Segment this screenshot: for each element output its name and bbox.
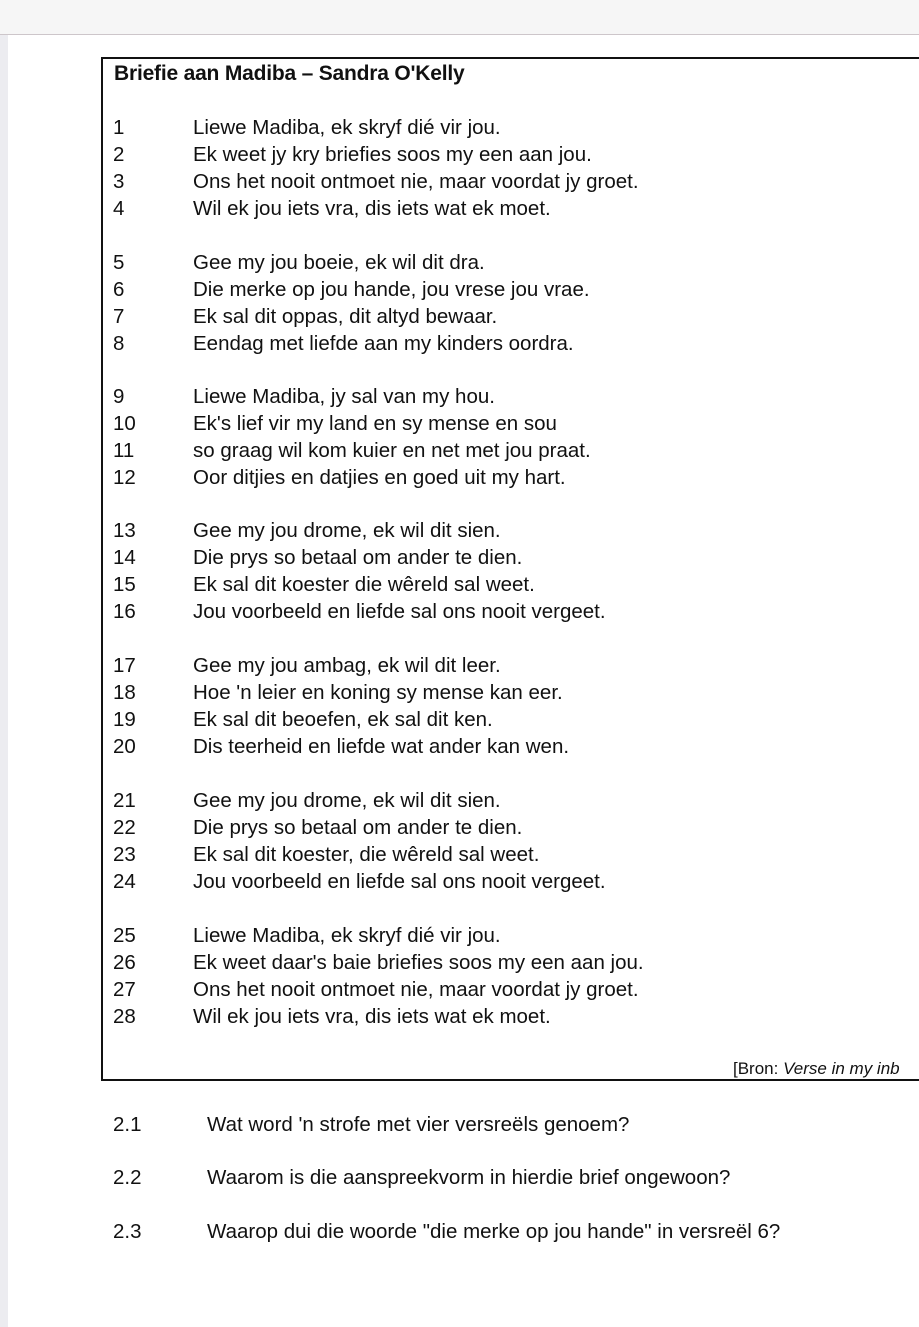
line-number: 27 (113, 977, 136, 1001)
line-number: 24 (113, 869, 136, 893)
poem-line (113, 652, 569, 679)
line-number: 20 (113, 734, 136, 758)
poem-line (113, 464, 591, 491)
poem-line (113, 114, 639, 141)
line-number: 7 (113, 304, 125, 328)
poem-line (113, 276, 590, 303)
question-2-2 (113, 1166, 730, 1190)
viewer-top-bar (0, 0, 919, 35)
stanza-6 (113, 787, 606, 895)
stanza-1 (113, 114, 639, 222)
line-text: Wil ek jou iets vra, dis iets wat ek moet. (193, 196, 551, 220)
line-text: Ek weet jy kry briefies soos my een aan jou. (193, 142, 592, 166)
line-text: Die merke op jou hande, jou vrese jou vrae. (193, 277, 590, 301)
line-text: Oor ditjies en datjies en goed uit my hart. (193, 465, 566, 489)
line-text: Gee my jou ambag, ek wil dit leer. (193, 653, 501, 677)
question-2-3 (113, 1220, 780, 1244)
stanza-2 (113, 249, 590, 357)
line-text: Ons het nooit ontmoet nie, maar voordat jy groet. (193, 169, 639, 193)
line-text: Liewe Madiba, ek skryf dié vir jou. (193, 923, 501, 947)
poem-line (113, 168, 639, 195)
line-text: Ek weet daar's baie briefies soos my een aan jou. (193, 950, 644, 974)
line-text: Ek sal dit koester, die wêreld sal weet. (193, 842, 540, 866)
line-number: 2 (113, 142, 125, 166)
line-number: 28 (113, 1004, 136, 1028)
line-text: Liewe Madiba, jy sal van my hou. (193, 384, 495, 408)
poem-line (113, 410, 591, 437)
line-number: 6 (113, 277, 125, 301)
poem-line (113, 679, 569, 706)
poem-line (113, 814, 606, 841)
poem-line (113, 706, 569, 733)
line-number: 22 (113, 815, 136, 839)
line-text: Ek's lief vir my land en sy mense en sou (193, 411, 557, 435)
line-number: 26 (113, 950, 136, 974)
source-prefix: [Bron: (733, 1059, 784, 1078)
line-text: Ons het nooit ontmoet nie, maar voordat jy groet. (193, 977, 639, 1001)
poem-line (113, 249, 590, 276)
line-number: 25 (113, 923, 136, 947)
line-number: 4 (113, 196, 125, 220)
line-number: 13 (113, 518, 136, 542)
poem-line (113, 330, 590, 357)
line-number: 1 (113, 115, 125, 139)
poem-title: Briefie aan Madiba – Sandra O'Kelly (114, 62, 465, 85)
line-text: Die prys so betaal om ander te dien. (193, 545, 523, 569)
question-number: 2.2 (113, 1166, 142, 1189)
line-text: Gee my jou boeie, ek wil dit dra. (193, 250, 485, 274)
source-citation (733, 1059, 900, 1079)
poem-line (113, 303, 590, 330)
line-number: 8 (113, 331, 125, 355)
poem-line (113, 437, 591, 464)
poem-line (113, 1003, 644, 1030)
poem-line (113, 598, 606, 625)
poem-line (113, 195, 639, 222)
line-number: 12 (113, 465, 136, 489)
line-number: 16 (113, 599, 136, 623)
poem-line (113, 383, 591, 410)
line-number: 17 (113, 653, 136, 677)
question-2-1 (113, 1113, 629, 1137)
poem-line (113, 733, 569, 760)
source-title: Verse in my inb (783, 1059, 900, 1078)
stanza-5 (113, 652, 569, 760)
question-text: Waarom is die aanspreekvorm in hierdie brief ongewoon? (207, 1166, 731, 1189)
poem-line (113, 517, 606, 544)
poem-line (113, 141, 639, 168)
line-number: 3 (113, 169, 125, 193)
line-number: 9 (113, 384, 125, 408)
stanza-4 (113, 517, 606, 625)
question-text: Wat word 'n strofe met vier versreëls genoem? (207, 1113, 630, 1136)
line-number: 10 (113, 411, 136, 435)
viewer-left-gutter (0, 35, 8, 1327)
stanza-3 (113, 383, 591, 491)
line-number: 21 (113, 788, 136, 812)
poem-line (113, 841, 606, 868)
poem-line (113, 787, 606, 814)
line-number: 23 (113, 842, 136, 866)
stanza-7 (113, 922, 644, 1030)
poem-line (113, 868, 606, 895)
question-text: Waarop dui die woorde "die merke op jou hande" in versreël 6? (207, 1220, 781, 1243)
line-text: so graag wil kom kuier en net met jou praat. (193, 438, 591, 462)
question-number: 2.3 (113, 1220, 142, 1243)
line-text: Gee my jou drome, ek wil dit sien. (193, 518, 501, 542)
line-text: Ek sal dit beoefen, ek sal dit ken. (193, 707, 493, 731)
poem-line (113, 949, 644, 976)
line-text: Gee my jou drome, ek wil dit sien. (193, 788, 501, 812)
line-number: 14 (113, 545, 136, 569)
line-number: 5 (113, 250, 125, 274)
line-text: Ek sal dit koester die wêreld sal weet. (193, 572, 535, 596)
poem-line (113, 922, 644, 949)
line-text: Ek sal dit oppas, dit altyd bewaar. (193, 304, 498, 328)
poem-line (113, 571, 606, 598)
poem-line (113, 544, 606, 571)
line-number: 15 (113, 572, 136, 596)
poem-line (113, 976, 644, 1003)
line-number: 18 (113, 680, 136, 704)
line-text: Die prys so betaal om ander te dien. (193, 815, 523, 839)
line-text: Wil ek jou iets vra, dis iets wat ek moet. (193, 1004, 551, 1028)
line-text: Jou voorbeeld en liefde sal ons nooit vergeet. (193, 869, 606, 893)
line-text: Eendag met liefde aan my kinders oordra. (193, 331, 574, 355)
line-number: 19 (113, 707, 136, 731)
line-text: Hoe 'n leier en koning sy mense kan eer. (193, 680, 563, 704)
line-number: 11 (113, 438, 135, 462)
question-number: 2.1 (113, 1113, 142, 1136)
line-text: Jou voorbeeld en liefde sal ons nooit vergeet. (193, 599, 606, 623)
line-text: Liewe Madiba, ek skryf dié vir jou. (193, 115, 501, 139)
line-text: Dis teerheid en liefde wat ander kan wen. (193, 734, 570, 758)
